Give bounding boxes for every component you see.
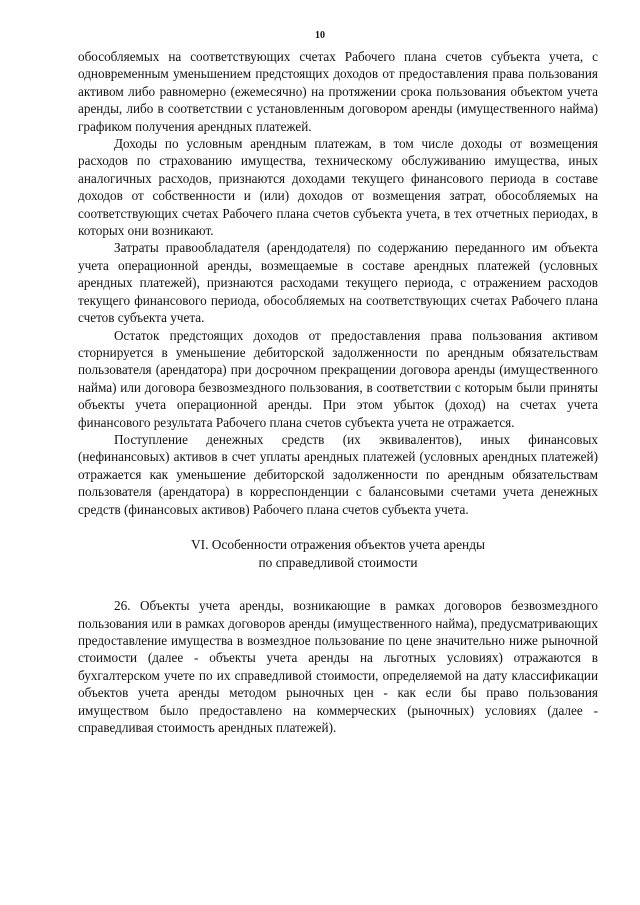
paragraph-continued: обособляемых на соответствующих счетах Рабочего плана счетов субъекта учета, с одновременным уменьшением предстоящих доходов от предоставления права пользования активом либо равномерно (ежемесячно) на протяжении срока пользования объектом учета аренды, либо в соответствии с установленным договором аренды (имущественного найма) графиком получения арендных платежей.	[78, 49, 598, 134]
paragraph-item-26: 26. Объекты учета аренды, возникающие в рамках договоров безвозмездного пользования или в рамках договоров аренды (имущественного найма), предусматривающих предоставление имущества в возмездное пользование по цене значительно ниже рыночной стоимости (далее - объекты учета аренды на льготных условиях) отражаются в бухгалтерском учете по их справедливой стоимости, определяемой на дату классификации объектов учета аренды методом рыночных цен - как если бы право пользования имуществом было предоставлено на коммерческих (рыночных) условиях (далее - справедливая стоимость арендных платежей).	[78, 598, 598, 735]
paragraph-lessor-costs: Затраты правообладателя (арендодателя) по содержанию переданного им объекта учета операционной аренды, возмещаемые в составе арендных платежей (условных арендных платежей), признаются расходами текущего периода, с отражением расходов текущего финансового периода, обособляемых на соответствующих счетах Рабочего плана счетов субъекта учета.	[78, 240, 598, 326]
section-heading-line-2: по справедливой стоимости	[258, 554, 418, 570]
paragraph-conditional-lease-income: Доходы по условным арендным платежам, в том числе доходы от возмещения расходов по страхованию имущества, техническому обслуживанию имущества, иных аналогичных расходов, признаются доходами текущего финансового периода в составе доходов от собственности и (или) доходов от возмещения затрат, обособляемых на соответствующих счетах Рабочего плана счетов субъекта учета, в тех отчетных периодах, в которых они возникают.	[78, 136, 598, 239]
paragraph-receipt-of-funds: Поступление денежных средств (их эквивалентов), иных финансовых (нефинансовых) активов в счет уплаты арендных платежей (условных арендных платежей) отражается как уменьшение дебиторской задолженности по арендным обязательствам пользователя (арендатора) в корреспонденции с балансовыми счетами учета денежных средств (финансовых активов) Рабочего плана счетов субъекта учета.	[78, 431, 598, 517]
document-body	[78, 48, 598, 736]
section-heading-line-1: VI. Особенности отражения объектов учета аренды	[190, 536, 486, 552]
section-heading	[78, 536, 598, 571]
page-number: 10	[315, 30, 325, 41]
paragraph-early-termination: Остаток предстоящих доходов от предоставления права пользования активом сторнируется в уменьшение дебиторской задолженности по арендным обязательствам пользователя (арендатора) при досрочном прекращении договора аренды (имущественного найма) или договора безвозмездного пользования, в соответствии с которым были приняты объекты учета операционной аренды. При этом убыток (доход) на счетах учета финансового результата Рабочего плана счетов субъекта учета не отражается.	[78, 327, 598, 430]
